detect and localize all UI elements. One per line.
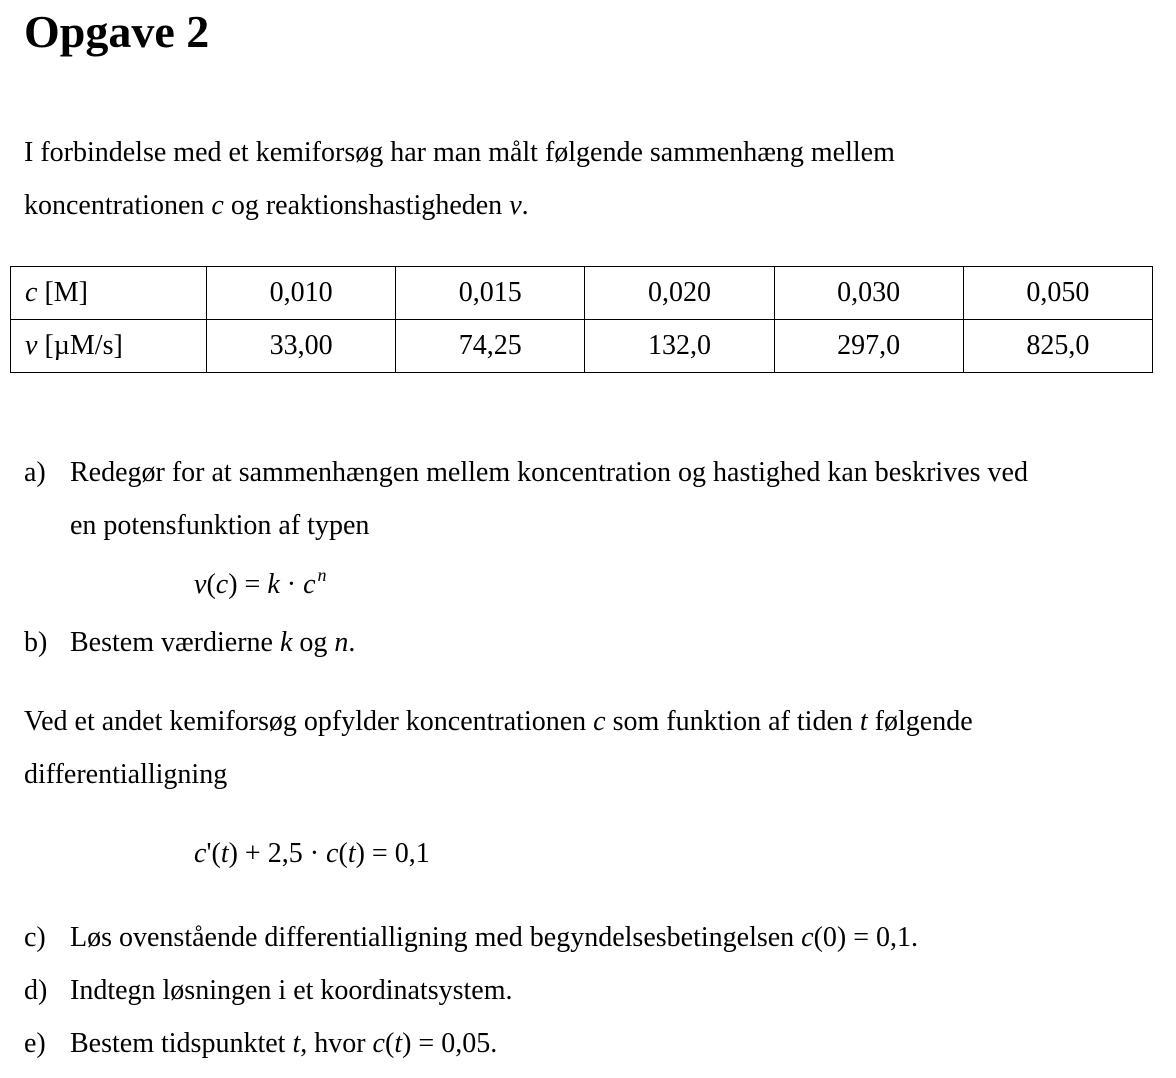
question-d-marker: d) xyxy=(24,975,48,1006)
question-c-marker: c) xyxy=(24,922,46,953)
table-cell: 0,030 xyxy=(774,267,963,320)
table-cell: 0,010 xyxy=(207,267,396,320)
differential-equation: c'(t) + 2,5 · c(t) = 0,1 xyxy=(194,838,430,869)
second-intro-line-1: Ved et andet kemiforsøg opfylder koncentrationen c som funktion af tiden t følgende xyxy=(24,706,973,737)
page-title: Opgave 2 xyxy=(24,6,210,57)
table-cell: 825,0 xyxy=(963,320,1152,373)
question-e-text: Bestem tidspunktet t, hvor c(t) = 0,05. xyxy=(70,1028,498,1059)
question-e-marker: e) xyxy=(24,1028,46,1059)
row-header-v: v [µM/s] xyxy=(11,320,207,373)
intro-line-2: koncentrationen c og reaktionshastigheden v. xyxy=(24,190,529,221)
power-function-formula: v(c) = k · c $^n$ xyxy=(194,565,327,600)
table-row-concentration xyxy=(11,267,1153,320)
table-cell: 0,015 xyxy=(396,267,585,320)
question-a-line-2: en potensfunktion af typen xyxy=(70,510,370,541)
intro-line-1: I forbindelse med et kemiforsøg har man målt følgende sammenhæng mellem xyxy=(24,137,895,168)
question-b-text: Bestem værdierne k og n. xyxy=(70,627,356,658)
table-cell: 0,020 xyxy=(585,267,774,320)
question-c-text: Løs ovenstående differentialligning med begyndelsesbetingelsen c(0) = 0,1. xyxy=(70,922,919,953)
question-a-marker: a) xyxy=(24,457,46,488)
var-v: v xyxy=(509,190,522,221)
second-intro-line-2: differentialligning xyxy=(24,759,228,790)
table-row-velocity xyxy=(11,320,1153,373)
table-cell: 33,00 xyxy=(207,320,396,373)
row-header-c: c [M] xyxy=(11,267,207,320)
question-a-line-1: Redegør for at sammenhængen mellem koncentration og hastighed kan beskrives ved xyxy=(70,457,1028,488)
question-d-text: Indtegn løsningen i et koordinatsystem. xyxy=(70,975,513,1006)
table-cell: 74,25 xyxy=(396,320,585,373)
data-table xyxy=(10,266,1153,373)
table-cell: 297,0 xyxy=(774,320,963,373)
question-b-marker: b) xyxy=(24,627,48,658)
table-cell: 132,0 xyxy=(585,320,774,373)
var-c: c xyxy=(211,190,224,221)
table-cell: 0,050 xyxy=(963,267,1152,320)
